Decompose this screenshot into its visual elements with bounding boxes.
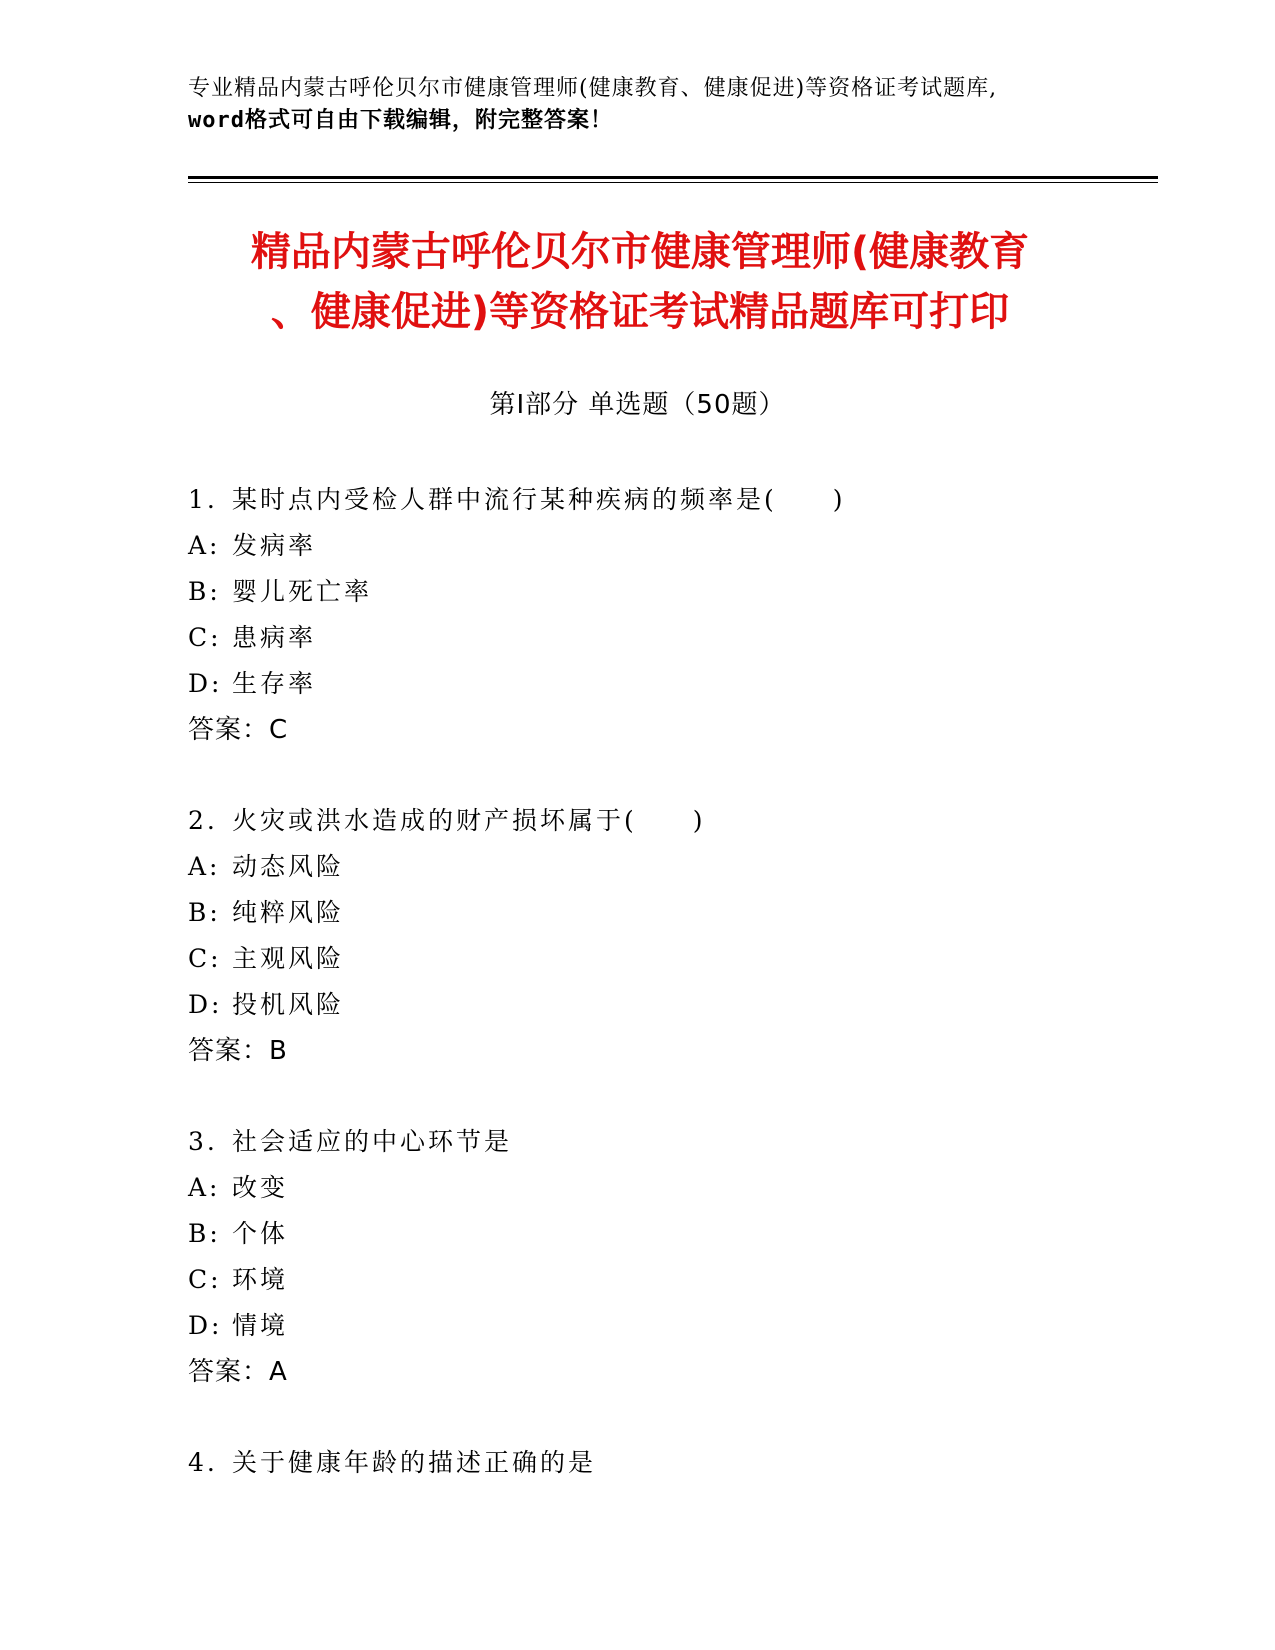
- answer: 答案：C: [188, 715, 289, 745]
- option-key: C:: [188, 944, 222, 973]
- question-stem: [188, 798, 1148, 844]
- question-text: 某时点内受检人群中流行某种疾病的频率是( ): [232, 485, 846, 514]
- document-title-line2: 、健康促进)等资格证考试精品题库可打印: [270, 289, 1010, 335]
- answer: 答案：A: [188, 1357, 288, 1387]
- option-text: 患病率: [232, 623, 317, 652]
- option-text: 生存率: [232, 669, 317, 698]
- option-a: [188, 1165, 1148, 1211]
- option-key: D:: [188, 1311, 223, 1340]
- question-text: 关于健康年龄的描述正确的是: [232, 1448, 597, 1477]
- option-a: [188, 523, 1148, 569]
- header-note: [188, 73, 1088, 137]
- option-text: 投机风险: [232, 990, 345, 1019]
- question-stem: [188, 1440, 1148, 1486]
- option-key: B:: [188, 898, 221, 927]
- option-text: 发病率: [232, 531, 317, 560]
- question-3: [188, 1119, 1148, 1395]
- question-text: 火灾或洪水造成的财产损坏属于( ): [232, 806, 706, 835]
- question-1: [188, 477, 1148, 753]
- option-text: 纯粹风险: [232, 898, 345, 927]
- header-note-line1: 专业精品内蒙古呼伦贝尔市健康管理师(健康教育、健康促进)等资格证考试题库,: [188, 76, 998, 101]
- option-text: 情境: [232, 1311, 289, 1340]
- option-text: 动态风险: [232, 852, 345, 881]
- document-title-line1: 精品内蒙古呼伦贝尔市健康管理师(健康教育: [250, 229, 1030, 275]
- question-stem: [188, 477, 1148, 523]
- question-number: 1.: [188, 485, 218, 514]
- option-key: C:: [188, 623, 222, 652]
- option-text: 主观风险: [232, 944, 345, 973]
- header-note-line2: word格式可自由下载编辑，附完整答案！: [188, 108, 613, 133]
- question-stem: [188, 1119, 1148, 1165]
- header-divider-thick: [188, 176, 1158, 179]
- question-number: 3.: [188, 1127, 218, 1156]
- option-key: A:: [188, 1173, 221, 1202]
- section-title: 第Ⅰ部分 单选题（50题）: [489, 390, 786, 420]
- option-d: [188, 661, 1148, 707]
- question-2: [188, 798, 1148, 1074]
- option-text: 环境: [232, 1265, 289, 1294]
- question-4: [188, 1440, 1148, 1486]
- option-b: [188, 569, 1148, 615]
- option-b: [188, 890, 1148, 936]
- option-key: D:: [188, 669, 223, 698]
- option-b: [188, 1211, 1148, 1257]
- option-key: B:: [188, 1219, 221, 1248]
- option-c: [188, 615, 1148, 661]
- option-key: B:: [188, 577, 221, 606]
- option-d: [188, 982, 1148, 1028]
- document-title: [180, 222, 1100, 342]
- question-text: 社会适应的中心环节是: [232, 1127, 513, 1156]
- question-list: [188, 477, 1148, 1531]
- option-c: [188, 1257, 1148, 1303]
- option-key: D:: [188, 990, 223, 1019]
- option-a: [188, 844, 1148, 890]
- option-d: [188, 1303, 1148, 1349]
- option-key: A:: [188, 852, 221, 881]
- option-key: A:: [188, 531, 221, 560]
- option-text: 婴儿死亡率: [232, 577, 373, 606]
- header-divider-thin: [188, 182, 1158, 183]
- option-c: [188, 936, 1148, 982]
- option-text: 个体: [232, 1219, 289, 1248]
- answer: 答案：B: [188, 1036, 288, 1066]
- question-number: 4.: [188, 1448, 218, 1477]
- option-key: C:: [188, 1265, 222, 1294]
- question-number: 2.: [188, 806, 218, 835]
- option-text: 改变: [232, 1173, 289, 1202]
